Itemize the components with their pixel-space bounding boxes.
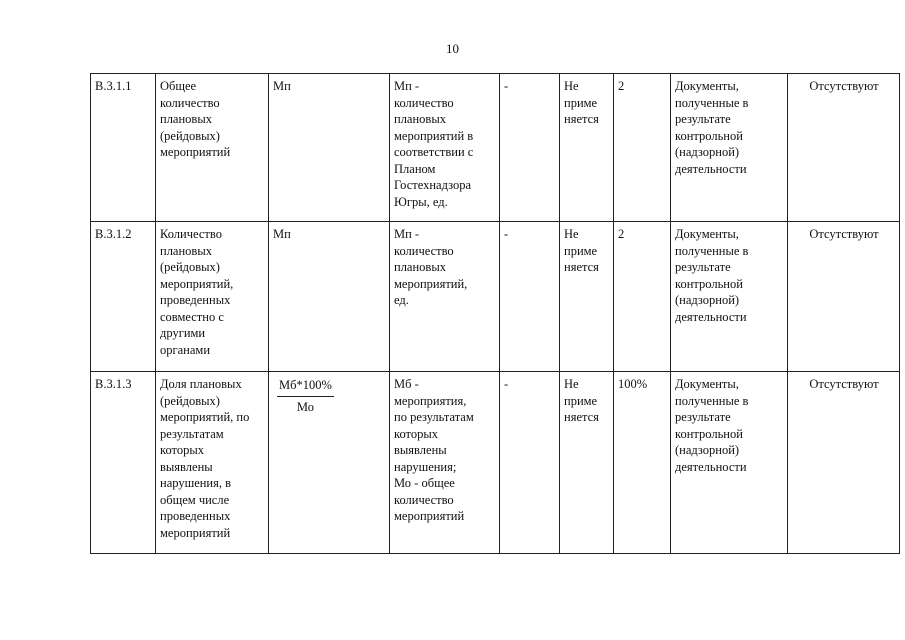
indicator-code: В.3.1.2 <box>91 222 156 372</box>
indicator-value: 100% <box>614 372 671 554</box>
indicator-name: Общее количество плановых (рейдовых) мероприятий <box>156 74 269 222</box>
indicator-applicability: Не приме няется <box>560 372 614 554</box>
indicator-formula: Мп <box>269 74 390 222</box>
page-number: 10 <box>446 41 459 56</box>
table-row <box>91 74 900 222</box>
indicator-formula <box>269 372 390 554</box>
indicator-source: Документы, полученные в результате контрольной (надзорной) деятельности <box>671 74 788 222</box>
formula-numerator: Мб*100% <box>277 377 334 397</box>
indicator-description: Мп - количество плановых мероприятий в соответствии с Планом Гостехнадзора Югры, ед. <box>390 74 500 222</box>
indicator-source: Документы, полученные в результате контрольной (надзорной) деятельности <box>671 372 788 554</box>
indicator-dash: - <box>500 222 560 372</box>
indicator-name: Доля плановых (рейдовых) мероприятий, по результатам которых выявлены нарушения, в общем числе проведенных мероприятий <box>156 372 269 554</box>
indicator-status: Отсутствуют <box>788 222 900 372</box>
table-row <box>91 372 900 554</box>
table-row <box>91 222 900 372</box>
indicator-formula: Мп <box>269 222 390 372</box>
indicator-dash: - <box>500 372 560 554</box>
indicator-value: 2 <box>614 222 671 372</box>
fraction-formula <box>277 377 334 415</box>
indicator-code: В.3.1.1 <box>91 74 156 222</box>
indicator-name: Количество плановых (рейдовых) мероприятий, проведенных совместно с другими органами <box>156 222 269 372</box>
indicators-table <box>90 73 900 554</box>
indicator-applicability: Не приме няется <box>560 222 614 372</box>
indicator-code: В.3.1.3 <box>91 372 156 554</box>
indicator-dash: - <box>500 74 560 222</box>
indicator-status: Отсутствуют <box>788 372 900 554</box>
formula-denominator: Мо <box>296 399 314 414</box>
indicator-applicability: Не приме няется <box>560 74 614 222</box>
indicator-description: Мб - мероприятия, по результатам которых выявлены нарушения; Мо - общее количество мероприятий <box>390 372 500 554</box>
indicator-value: 2 <box>614 74 671 222</box>
indicator-description: Мп - количество плановых мероприятий, ед. <box>390 222 500 372</box>
indicator-status: Отсутствуют <box>788 74 900 222</box>
indicator-source: Документы, полученные в результате контрольной (надзорной) деятельности <box>671 222 788 372</box>
